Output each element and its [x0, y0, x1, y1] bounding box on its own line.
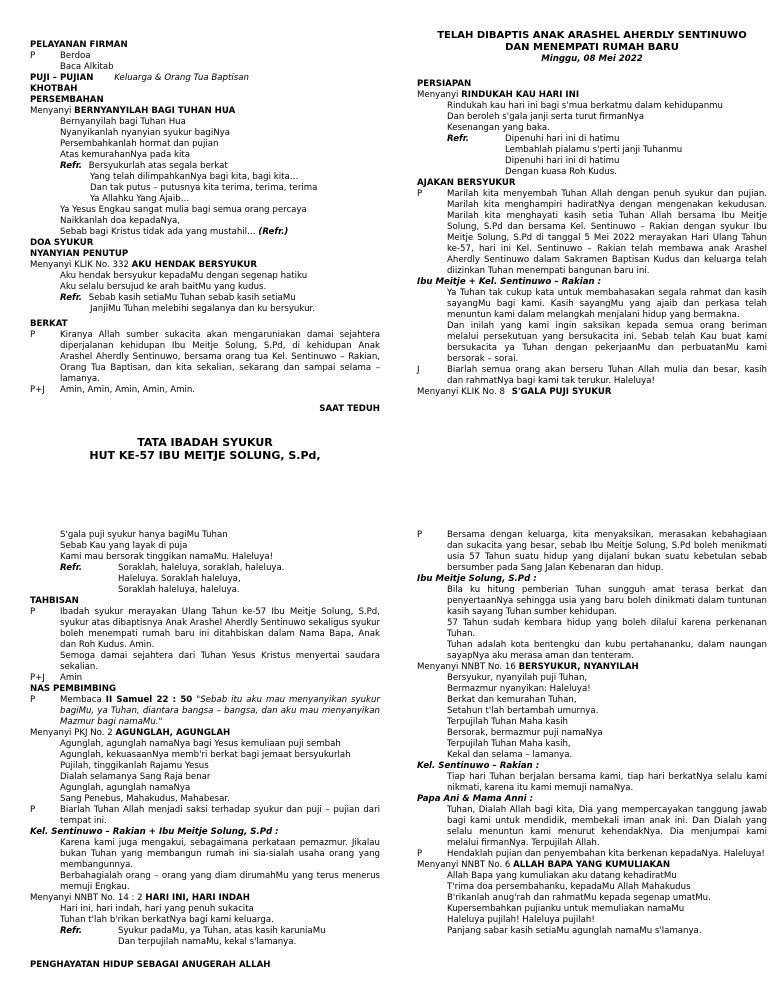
- saat-teduh: SAAT TEDUH: [319, 404, 380, 414]
- berdoa-row: [30, 51, 380, 62]
- refrain-row: [30, 563, 380, 574]
- klik-header: [417, 387, 767, 398]
- nnbt6-line: Kupersembahkan pujianku untuk memuliakan namaMu: [447, 904, 685, 914]
- heading-persembahan: PERSEMBAHAN: [30, 95, 104, 105]
- song1-line: Persembahkanlah hormat dan pujian: [60, 139, 219, 149]
- pkj-line: Pujilah, tinggikanlah Rajamu Yesus: [60, 761, 209, 771]
- amin-row: [30, 385, 380, 396]
- nnbt6-line: Allah Bapa yang kumuliakan aku datang kehadiratMu: [447, 871, 677, 881]
- membaca-prefix: Membaca: [60, 695, 102, 705]
- refrain-row: [417, 134, 767, 145]
- heading-khotbah: KHOTBAH: [30, 84, 78, 94]
- song-line: Dan beroleh s'gala janji serta turut firmanNya: [447, 112, 645, 122]
- kel-ibu-paragraph: Karena kami juga mengakui, sebagaimana perkataan pemazmur. Jikalau bukan Tuhan yang membangun rumah ini sia-sialah usaha orang yang membangunnya.: [60, 838, 380, 870]
- heading-nas: NAS PEMBIMBING: [30, 684, 117, 694]
- berkat-text: Kiranya Allah sumber sukacita akan mengaruniakan damai sejahtera diperjalanan kehidupan Ibu Meitje Solung, S.Pd, di kehidupan Anak Arashel Aherdly Sentinuwo, bersama orang tua Kel. Sentinuwo – Rakian, Orang Tua Baptisan, dan kita sekalian, sekarang dan sampai selama – lamanya.: [60, 330, 380, 384]
- nnbt16-line: Setahun t'lah bertambah umurnya.: [447, 706, 599, 716]
- label-p: P: [30, 805, 36, 815]
- pkj-line: Agunglah, agunglah namaNya: [60, 783, 191, 793]
- cover-title-line: TELAH DIBAPTIS ANAK ARASHEL AHERDLY SENTINUWO: [437, 30, 747, 41]
- song2-line: Aku hendak bersyukur kepadaMu dengan segenap hatiku: [60, 271, 308, 281]
- nnbt16-line: Terpujilah Tuhan Maha kasih,: [447, 739, 571, 749]
- nnbt6-prefix: Menyanyi NNBT No. 6: [417, 860, 511, 870]
- nnbt-title: HARI INI, HARI INDAH: [145, 893, 250, 903]
- top-right-panel: [417, 30, 767, 398]
- cover-title-line: DAN MENEMPATI RUMAH BARU: [505, 42, 679, 53]
- j-text: Biarlah semua orang akan berseru Tuhan Allah mulia dan besar, kasih dan rahmatNya bagi kami tak terukur. Haleluya!: [447, 365, 767, 386]
- speaker-ibu-kel: Ibu Meitje + Kel. Sentinuwo – Rakian :: [417, 277, 602, 287]
- amin-text: Amin, Amin, Amin, Amin, Amin.: [60, 385, 196, 395]
- label-p: P: [30, 51, 36, 61]
- menyanyi-label: Menyanyi: [30, 106, 72, 116]
- refr-line: Haleluya. Soraklah haleluya,: [118, 574, 241, 584]
- speaker-kel: Kel. Sentinuwo – Rakian :: [417, 761, 540, 771]
- nnbt6-header: [417, 860, 767, 871]
- page-title: [60, 436, 350, 462]
- pkj-header: [30, 728, 380, 739]
- heading-puji-pujian: PUJI – PUJIAN: [30, 73, 94, 83]
- heading-tahbisan: TAHBISAN: [30, 596, 79, 606]
- menyanyi-label: Menyanyi: [417, 90, 459, 100]
- nnbt-line: Tuhan t'lah b'rikan berkatNya bagi kami keluarga.: [60, 915, 274, 925]
- membaca-text: "Sebab itu aku mau menyanyikan syukur bagiMu, ya Tuhan, diantara bangsa – bangsa, dan aku mau menyanyikan Mazmur bagi namaMu.": [60, 695, 381, 727]
- pkj-line: Agunglah, kekuasaanNya memb'ri berkat bagi jemaat bersyukurlah: [60, 750, 351, 760]
- heading-pelayanan-firman: PELAYANAN FIRMAN: [30, 40, 128, 50]
- label-pj: P+J: [30, 673, 45, 683]
- label-p: P: [30, 695, 36, 705]
- refr-line: Dengan kuasa Roh Kudus.: [505, 167, 617, 177]
- nnbt16-line: Bersyukur, nyanyilah puji Tuhan,: [447, 673, 588, 683]
- papa-paragraph: Tuhan, Dialah Allah bagi kita, Dia yang mempercayakan tanggung jawab bagi kami untuk mendidik, membekali iman anak ini. Dan Dialah yang selalu menuntun kami menurut kehendakNya. Dia menjumpai kami melalui firmanNya. Terpujilah Allah.: [447, 805, 767, 848]
- amin-text: Amin: [60, 673, 83, 683]
- p2-row: [417, 849, 767, 860]
- ibu-paragraph: Bila ku hitung pemberian Tuhan sungguh amat terasa berkat dan penyertaanNya sehingga usia yang baru boleh dinikmati dalam tuntunan kasih sayang Tuhan sumber kehidupan.: [447, 585, 767, 617]
- bottom-right-panel: [417, 530, 767, 937]
- ajakan-text: Marilah kita menyembah Tuhan Allah dengan penuh syukur dan pujian. Marilah kita menghampiri hadiratNya dengan mengenakan kekudusan. Marilah kita menghayati kasih setia Tuhan Allah bersama Ibu Meitje Solung, S.Pd dan bersama Kel. Sentinuwo – Rakian dengan syukur Ibu Meitje Solung, S.Pd di tanggal 5 Mei 2022 merayakan Hari Ulang Tahun ke-57, hari ini Kel. Sentinuwo – Rakian telah membawa anak Arashel Aherdly Sentinuwo dalam Sakramen Baptisan Kudus dan keluarga telah diizinkan Tuhan menempati bangunan baru ini.: [447, 189, 767, 276]
- song1-last-text: Sebab bagi Kristus tidak ada yang mustahil…: [60, 227, 256, 237]
- nnbt-header: [30, 893, 380, 904]
- pkj-line: Sang Penebus, Mahakudus, Mahabesar.: [60, 794, 230, 804]
- refr-label: Refr.: [60, 293, 83, 303]
- heading-doa-syukur: DOA SYUKUR: [30, 238, 94, 248]
- nnbt16-line: Bersorak, bermazmur puji namaNya: [447, 728, 603, 738]
- heading-persiapan: PERSIAPAN: [417, 79, 472, 89]
- song1-title: BERNYANYILAH BAGI TUHAN HUA: [74, 106, 236, 116]
- nnbt16-prefix: Menyanyi NNBT No. 16: [417, 662, 516, 672]
- song1-refr-line: Yang telah dilimpahkanNya bagi kita, bagi kita…: [90, 172, 299, 182]
- klik-prefix: Menyanyi KLIK No. 8: [417, 387, 505, 397]
- song1-last-refr: (Refr.): [258, 227, 289, 237]
- title-line-2: HUT KE-57 IBU MEITJE SOLUNG, S.Pd,: [89, 449, 321, 462]
- nnbt-line: Hari ini, hari indah, hari yang penuh sukacita: [60, 904, 254, 914]
- berkat-row: [30, 330, 380, 385]
- p2-row: [30, 805, 380, 827]
- pkj-title: AGUNGLAH, AGUNGLAH: [115, 728, 231, 738]
- song2-line: Aku selalu bersujud ke arah baitMu yang kudus.: [60, 282, 267, 292]
- nnbt16-line: Kekal dan selama – lamanya.: [447, 750, 573, 760]
- label-p: P: [417, 189, 423, 199]
- song1-refr-line: Bersyukurlah atas segala berkat: [88, 161, 228, 171]
- refr-line: Dipenuhi hari ini di hatimu: [505, 134, 620, 144]
- service-date: Minggu, 08 Mei 2022: [541, 54, 643, 64]
- song2-refr-line: JanjiMu Tuhan melebihi segalanya dan ku bersyukur.: [90, 304, 316, 314]
- puji-pujian-row: [30, 73, 380, 84]
- nnbt16-line: Terpujilah Tuhan Maha kasih: [447, 717, 568, 727]
- speaker-kel-ibu: Kel. Sentinuwo – Rakian + Ibu Meitje Solung, S.Pd :: [30, 827, 279, 837]
- song-title: RINDUKAH KAU HARI INI: [461, 90, 580, 100]
- song2-refr-line: Sebab kasih setiaMu Tuhan sebab kasih setiaMu: [88, 293, 296, 303]
- ibu-kel-paragraph: Ya Tuhan tak cukup kata untuk membahasakan segala rahmat dan kasih sayangMu bagi kami. Kasih sayangMu yang ajaib dan perkasa telah menuntun kami dalam melangkah menjalani hidup yang bermakna.: [447, 288, 767, 320]
- nnbt-prefix: Menyanyi NNBT No. 14 : 2: [30, 893, 143, 903]
- ibu-kel-paragraph: Dan inilah yang kami ingin saksikan kepada semua orang beriman melalui persekutuan yang bersukacita ini. Sebab telah Kau buat kami bersukacita ya Tuhan dengan pekerjaanMu dan perbuatanMu kami bersorak – sorai.: [447, 321, 767, 364]
- song1-header: [30, 106, 380, 117]
- ajakan-row: [417, 189, 767, 277]
- song-line: Sebab Kau yang layak di puja: [60, 541, 188, 551]
- nnbt6-line: B'rikanlah anug'rah dan rahmatMu kepada segenap umatMu.: [447, 893, 711, 903]
- nnbt-refr-line: Syukur padaMu, ya Tuhan, atas kasih karuniaMu: [118, 926, 326, 936]
- song1-last-line: [30, 227, 380, 238]
- heading-ajakan: AJAKAN BERSYUKUR: [417, 178, 516, 188]
- p1-text: Bersama dengan keluarga, kita menyaksikan, merasakan kebahagiaan dan sukacita yang besar, sebab Ibu Meitje Solung, S.Pd boleh menikmati usia 57 Tahun suatu hidup yang dijalani bukan suatu kebetulan sebab bersumber pada Sang Jalan Kebenaran dan hidup.: [447, 530, 767, 573]
- klik-title: S'GALA PUJI SYUKUR: [511, 387, 612, 397]
- nnbt6-line: T'rima doa persembahanku, kepadaMu Allah Mahakudus: [447, 882, 691, 892]
- speaker-papa-mama: Papa Ani & Mama Anni :: [417, 794, 534, 804]
- nnbt16-header: [417, 662, 767, 673]
- heading-nyanyian-penutup: NYANYIAN PENUTUP: [30, 249, 129, 259]
- refr-line: Dipenuhi hari ini di hatimu: [505, 156, 620, 166]
- berdoa-text: Berdoa: [60, 51, 91, 61]
- refrain-row: [30, 926, 380, 937]
- song1-line: Bernyanyilah bagi Tuhan Hua: [60, 117, 186, 127]
- kel-ibu-paragraph: Berbahagialah orang – orang yang diam dirumahMu yang terus menerus memuji Engkau.: [60, 871, 380, 892]
- nnbt16-line: Bermazmur nyanyikan: Haleluya!: [447, 684, 591, 694]
- ibu-paragraph: 57 Tahun sudah kembara hidup yang boleh dilalui karena perkenanan Tuhan.: [447, 618, 767, 639]
- p1-row: [417, 530, 767, 574]
- baca-alkitab-text: Baca Alkitab: [60, 62, 114, 72]
- nnbt6-line: Panjang sabar kasih setiaMu agunglah namaMu s'lamanya.: [447, 926, 702, 936]
- song-line: S'gala puji syukur hanya bagiMu Tuhan: [60, 530, 228, 540]
- top-left-panel: [30, 40, 380, 415]
- p2-text: Biarlah Tuhan Allah menjadi saksi terhadap syukur dan puji – pujian dari tempat ini.: [60, 805, 380, 826]
- refr-line: Soraklah haleluya, haleluya.: [118, 585, 240, 595]
- title-line-1: TATA IBADAH SYUKUR: [137, 436, 273, 449]
- pkj-prefix: Menyanyi PKJ No. 2: [30, 728, 113, 738]
- song-line: Rindukah kau hari ini bagi s'mua berkatmu dalam kehidupanmu: [447, 101, 723, 111]
- song2-title: AKU HENDAK BERSYUKUR: [131, 260, 257, 270]
- nnbt6-title: ALLAH BAPA YANG KUMULIAKAN: [513, 860, 671, 870]
- label-p: P: [417, 530, 423, 540]
- label-pj: P+J: [30, 385, 45, 395]
- song1-refrain-row: [30, 161, 380, 172]
- refr-label: Refr.: [60, 563, 83, 573]
- nnbt-refr-line: Dan terpujilah namaMu, kekal s'lamanya.: [118, 937, 297, 947]
- song-header: [417, 90, 767, 101]
- refr-label: Refr.: [60, 926, 83, 936]
- pkj-line: Dialah selamanya Sang Raja benar: [60, 772, 211, 782]
- song2-header: [30, 260, 380, 271]
- cover-title: [417, 30, 767, 54]
- refr-label: Refr.: [447, 134, 470, 144]
- tahbisan-row: [30, 607, 380, 651]
- label-p: P: [30, 330, 36, 340]
- tahbisan-text: Ibadah syukur merayakan Ulang Tahun ke-57 Ibu Meitje Solung, S.Pd, syukur atas dibaptisnya Anak Arashel Aherdly Sentinuwo sekaligus syukur boleh menempati rumah baru ini ditahbiskan dalam Nama Bapa, Anak dan Roh Kudus. Amin.: [60, 607, 380, 650]
- song1-line: Nyanyikanlah nyanyian syukur bagiNya: [60, 128, 231, 138]
- kel-paragraph: Tiap hari Tuhan berjalan bersama kami, tiap hari berkatNya selalu kami nikmati, karena itu kami memuji namaNya.: [447, 772, 767, 793]
- label-p: P: [417, 849, 423, 859]
- amin-row: [30, 673, 380, 684]
- song-line: Kami mau bersorak tinggikan namaMu. Haleluya!: [60, 552, 274, 562]
- heading-berkat: BERKAT: [30, 319, 68, 329]
- membaca-row: [30, 695, 380, 728]
- pkj-line: Agunglah, agunglah namaNya bagi Yesus kemuliaan puji sembah: [60, 739, 341, 749]
- p2-text: Hendaklah pujian dan penyembahan kita berkenan kepadaNya. Haleluya!: [447, 849, 765, 859]
- membaca-ref: II Samuel 22 : 50: [105, 695, 193, 705]
- tahbisan-text-2: Semoga damai sejahtera dari Tuhan Yesus Kristus menyertai saudara sekalian.: [60, 651, 380, 672]
- bottom-left-panel: [30, 530, 380, 971]
- song1-after-line: Naikkanlah doa kepadaNya,: [60, 216, 181, 226]
- j-row: [417, 365, 767, 387]
- heading-penghayatan: PENGHAYATAN HIDUP SEBAGAI ANUGERAH ALLAH: [30, 960, 271, 970]
- refr-line: Lembahlah pialamu s'perti janji Tuhanmu: [505, 145, 683, 155]
- song1-after-line: Ya Yesus Engkau sangat mulia bagi semua orang percaya: [60, 205, 307, 215]
- song-line: Kesenangan yang baka.: [447, 123, 550, 133]
- refr-line: Soraklah, haleluya, soraklah, haleluya.: [118, 563, 285, 573]
- speaker-ibu: Ibu Meitje Solung, S.Pd :: [417, 574, 537, 584]
- song2-prefix: Menyanyi KLIK No. 332: [30, 260, 129, 270]
- nnbt16-line: Berkat dan kemurahan Tuhan,: [447, 695, 577, 705]
- label-j: J: [417, 365, 420, 375]
- song1-refr-line: Ya Allahku Yang Ajaib…: [90, 194, 190, 204]
- refr-label: Refr.: [60, 161, 83, 171]
- ibu-paragraph: Tuhan adalah kota bentengku dan kubu pertahananku, dalam naungan sayapNya aku merasa aman dan tenteram.: [447, 640, 767, 661]
- membaca-block: [60, 695, 380, 728]
- label-p: P: [30, 607, 36, 617]
- nnbt16-title: BERSYUKUR, NYANYILAH: [518, 662, 639, 672]
- nnbt6-line: Haleluya pujilah! Haleluya pujilah!: [447, 915, 595, 925]
- song1-line: Atas kemurahanNya pada kita: [60, 150, 190, 160]
- song1-refr-line: Dan tak putus – putusnya kita terima, terima, terima: [90, 183, 318, 193]
- song2-refrain-row: [30, 293, 380, 304]
- puji-pujian-note: Keluarga & Orang Tua Baptisan: [114, 73, 249, 83]
